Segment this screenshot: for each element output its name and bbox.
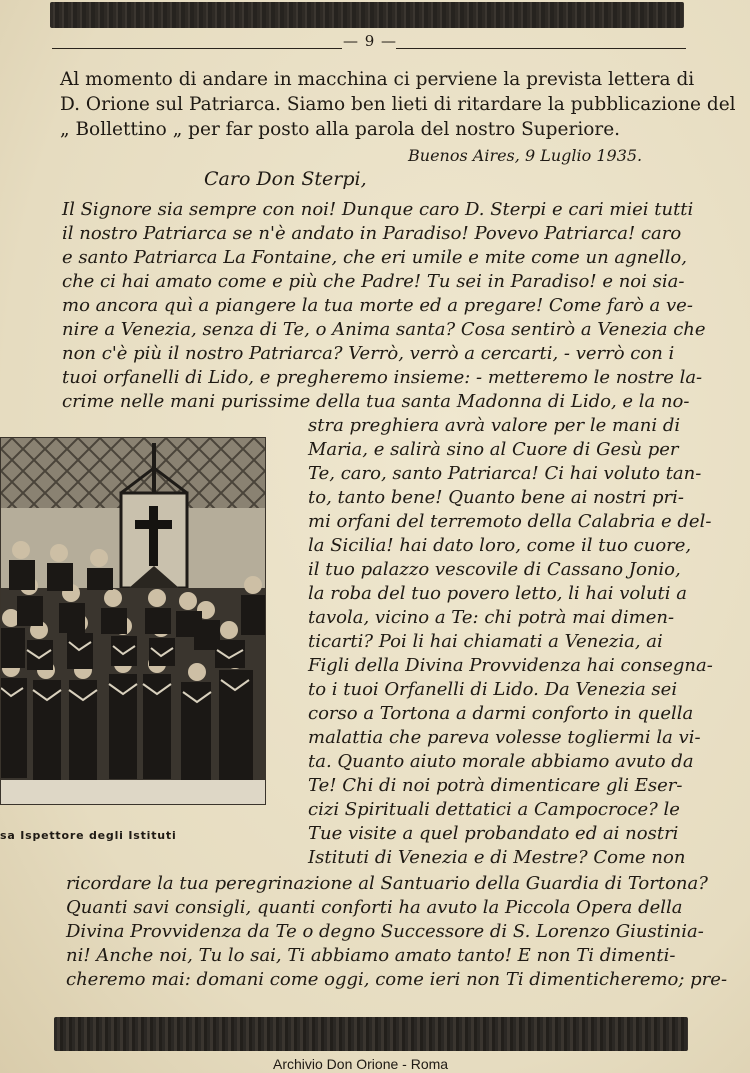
letter-line: crime nelle mani purissime della tua santa Madonna di Lido, e la no-: [62, 391, 690, 412]
photo-caption: sa Ispettore degli Istituti: [0, 829, 177, 842]
column-line: Maria, e salirà sino al Cuore di Gesù per: [308, 439, 679, 460]
letter-line: mo ancora quì a piangere la tua morte ed a pregare! Come farò a ve-: [62, 295, 693, 316]
column-line: la Sicilia! hai dato loro, come il tuo cuore,: [308, 535, 692, 556]
column-line: Te! Chi di noi potrà dimenticare gli Eser-: [308, 775, 683, 796]
letter-line: Il Signore sia sempre con noi! Dunque caro D. Sterpi e cari miei tutti: [62, 199, 694, 220]
letter-line: Divina Provvidenza da Te o degno Successore di S. Lorenzo Giustinia-: [66, 921, 704, 942]
column-line: tavola, vicino a Te: chi potrà mai dimen-: [308, 607, 675, 628]
letter-line: che ci hai amato come e più che Padre! Tu sei in Paradiso! e noi sia-: [62, 271, 685, 292]
column-line: stra preghiera avrà valore per le mani di: [308, 415, 681, 436]
column-line: il tuo palazzo vescovile di Cassano Jonio,: [308, 559, 681, 580]
page-number: — 9 —: [342, 32, 398, 50]
column-line: mi orfani del terremoto della Calabria e del-: [308, 511, 712, 532]
letter-line: Quanti savi consigli, quanti conforti ha avuto la Piccola Opera della: [66, 897, 683, 918]
column-line: Figli della Divina Provvidenza hai consegna-: [308, 655, 713, 676]
column-line: cizi Spirituali dettatici a Campocroce? le: [308, 799, 680, 820]
dateline: Buenos Aires, 9 Luglio 1935.: [408, 146, 643, 165]
column-line: la roba del tuo povero letto, li hai voluti a: [308, 583, 688, 604]
column-line: ticarti? Poi li hai chiamati a Venezia, ai: [308, 631, 663, 652]
orphans-photo: [0, 437, 266, 805]
salutation: Caro Don Sterpi,: [204, 168, 367, 190]
letter-line: nire a Venezia, senza di Te, o Anima santa? Cosa sentirò a Venezia che: [62, 319, 706, 340]
column-line: corso a Tortona a darmi conforto in quella: [308, 703, 694, 724]
archive-credit: Archivio Don Orione - Roma: [273, 1056, 449, 1072]
intro-line: D. Orione sul Patriarca. Siamo ben lieti di ritardare la pubblicazione del: [60, 94, 736, 115]
column-line: to i tuoi Orfanelli di Lido. Da Venezia sei: [308, 679, 678, 700]
top-decorative-bar: [50, 2, 684, 28]
column-line: to, tanto bene! Quanto bene ai nostri pri-: [308, 487, 685, 508]
letter-line: ricordare la tua peregrinazione al Santuario della Guardia di Tortona?: [66, 873, 708, 894]
column-line: Istituti di Venezia e di Mestre? Come non: [308, 847, 686, 868]
column-line: malattia che pareva volesse togliermi la vi-: [308, 727, 701, 748]
intro-line: Al momento di andare in macchina ci perviene la prevista lettera di: [60, 69, 695, 90]
bottom-decorative-bar: [54, 1017, 688, 1051]
letter-line: e santo Patriarca La Fontaine, che eri umile e mite come un agnello,: [62, 247, 687, 268]
orphans-photo-image: [1, 438, 266, 805]
column-line: Tue visite a quel probandato ed ai nostri: [308, 823, 679, 844]
header-rule-left: [52, 48, 342, 49]
letter-line: tuoi orfanelli di Lido, e pregheremo insieme: - metteremo le nostre la-: [62, 367, 703, 388]
header-rule-right: [396, 48, 686, 49]
letter-line: cheremo mai: domani come oggi, come ieri non Ti dimenticheremo; pre-: [66, 969, 728, 990]
letter-line: ni! Anche noi, Tu lo sai, Ti abbiamo amato tanto! E non Ti dimenti-: [66, 945, 676, 966]
letter-line: il nostro Patriarca se n'è andato in Paradiso! Povevo Patriarca! caro: [62, 223, 682, 244]
letter-line: non c'è più il nostro Patriarca? Verrò, verrò a cercarti, - verrò con i: [62, 343, 675, 364]
intro-line: „ Bollettino „ per far posto alla parola del nostro Superiore.: [60, 119, 621, 140]
column-line: Te, caro, santo Patriarca! Ci hai voluto tan-: [308, 463, 702, 484]
column-line: ta. Quanto aiuto morale abbiamo avuto da: [308, 751, 694, 772]
